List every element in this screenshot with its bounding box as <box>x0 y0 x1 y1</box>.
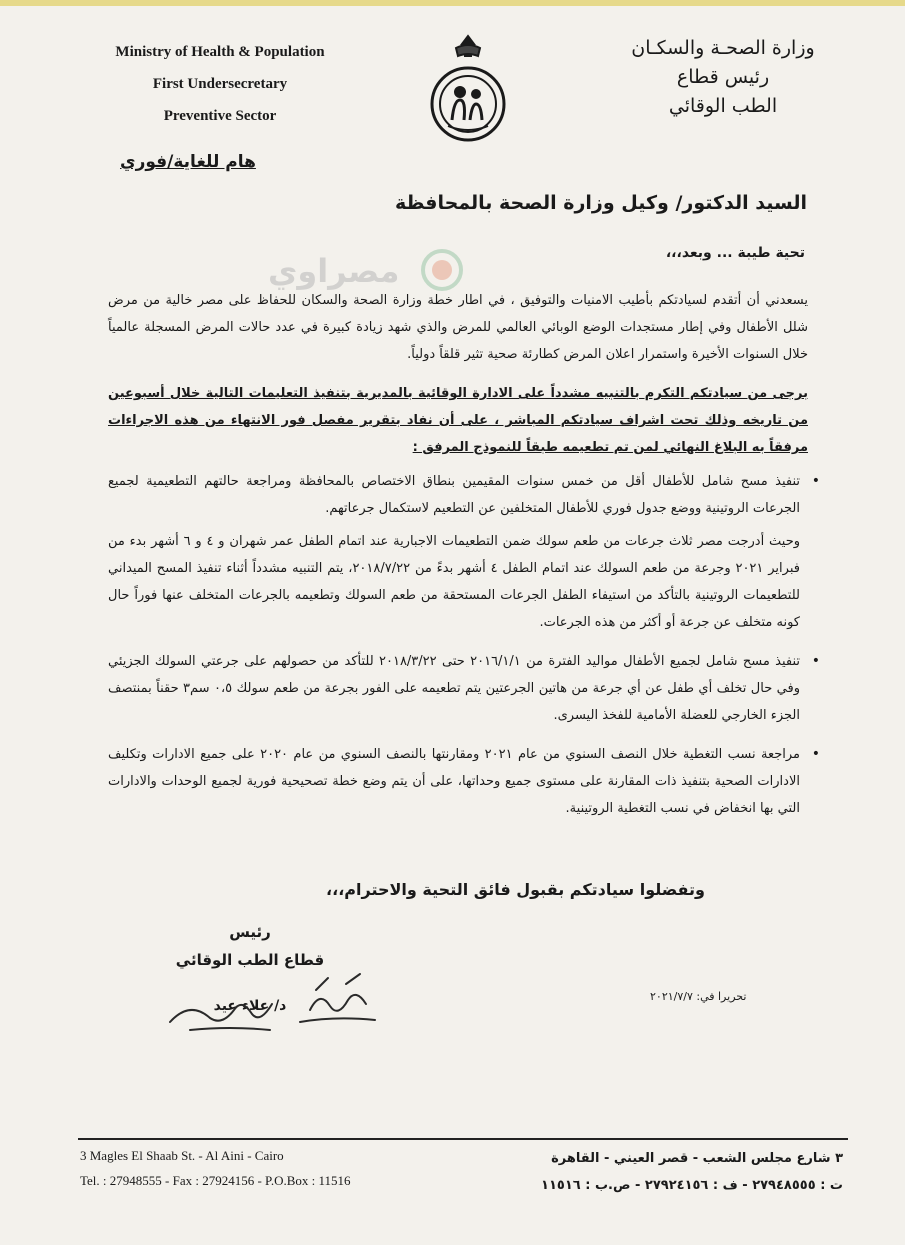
footer-divider <box>78 1138 848 1140</box>
request-paragraph: برجى من سيادتكم التكرم بالتنبيه مشدداً على الادارة الوقائية بالمديرية بتنفيذ التعليمات التالية خلال أسبوعين من تاريخه وذلك تحت اشراف سيادتكم المباشر ، على أن نفاد بتقرير مفصل فور الانتهاء من هذه الاجراءات مرفقاً به البلاغ النهائي لمن تم تطعيمه طبقاً للنموذج المرفق : <box>108 386 808 455</box>
signatory-title: رئيس <box>229 923 271 941</box>
footer-address-ar: ٣ شارع مجلس الشعب - قصر العيني - القاهرة <box>551 1151 843 1166</box>
addressee: السيد الدكتور/ وكيل وزارة الصحة بالمحافظة <box>394 192 807 214</box>
intro-paragraph: يسعدني أن أتقدم لسيادتكم بأطيب الامنيات والتوفيق ، في اطار خطة وزارة الصحة والسكان للحفاظ على مصر خالية من مرض شلل الأطفال وفي إطار مستجدات الوضع الوبائي العالمي للمرض والذي شهد زيادة كبيرة في عدد حالات المرض المسجلة عالمياً خلال السنوات الأخيرة واستمرار اعلان المرض كطارئة صحية تثير قلقاً دولياً. <box>108 293 808 362</box>
bullet-icon: • <box>811 746 820 762</box>
english-letterhead <box>70 36 370 132</box>
footer-english <box>80 1143 351 1193</box>
handwritten-signature <box>160 960 390 1040</box>
ministry-name-en: Ministry of Health & Population <box>115 44 325 60</box>
sector-en: Preventive Sector <box>163 108 277 124</box>
watermark-logo-icon <box>420 248 464 292</box>
sector-head-ar: رئيس قطاع <box>676 66 770 88</box>
signatory-name: د/ علاء عيد <box>213 998 287 1014</box>
bullet-icon: • <box>811 653 820 669</box>
list-item-text: تنفيذ مسح شامل لجميع الأطفال مواليد الفترة من ٢٠١٦/١/١ حتى ٢٠١٨/٣/٢٢ للتأكد من حصولهم على جرعتي السولك الجزيئي وفي حال تخلف أي طفل عن أي جرعة من هاتين الجرعتين يتم تطعيمه على الفور بجرعة من طعم سولك ٠،٥ سم٣ حقناً بمنتصف الجزء الخارجي للعضلة الأمامية للفخذ اليسرى. <box>108 654 800 723</box>
list-item <box>108 468 820 636</box>
issue-date: تحريرا في: ٢٠٢١/٧/٧ <box>650 990 747 1003</box>
urgent-label: هام للغاية/فوري <box>120 152 256 172</box>
footer-contact-ar: ت : ٢٧٩٤٨٥٥٥ - ف : ٢٧٩٢٤١٥٦ - ص.ب : ١١٥١٦ <box>541 1178 843 1193</box>
arabic-letterhead <box>603 34 843 121</box>
ministry-logo-icon <box>418 34 518 144</box>
closing-line: وتفضلوا سيادتكم بقبول فائق التحية والاحترام،،، <box>326 880 705 899</box>
instructions-list <box>108 468 820 834</box>
list-item-text: تنفيذ مسح شامل للأطفال أقل من خمس سنوات المقيمين بنطاق الاختصاص بالمحافظة ومراجعة حالتهم التطعيمية لجميع الجرعات الروتينية ووضع جدول فوري للأطفال المتخلفين عن التطعيم لاستكمال جرعاتهم. <box>108 474 800 516</box>
list-item-text: مراجعة نسب التغطية خلال النصف السنوي من عام ٢٠٢١ ومقارنتها بالنصف السنوي من عام ٢٠٢٠ على جميع الادارات وتكليف الادارات الصحية بتنفيذ ذات المقارنة على مستوى جميع وحداتها، على أن يتم وضع خطة تصحيحية فورية لجميع الوحدات والادارات التي بها انخفاض في نسب التغطية الروتينية. <box>108 747 800 816</box>
list-item <box>108 741 820 822</box>
footer-address-en: 3 Magles El Shaab St. - Al Aini - Cairo <box>80 1148 284 1163</box>
footer-contact-en: Tel. : 27948555 - Fax : 27924156 - P.O.Box : 11516 <box>80 1173 351 1188</box>
bullet-icon: • <box>811 473 820 489</box>
footer-arabic <box>541 1145 843 1199</box>
undersecretary-en: First Undersecretary <box>152 76 288 92</box>
scan-edge <box>0 0 905 6</box>
greeting: تحية طيبة ... وبعد،،، <box>665 245 805 261</box>
signatory-sector: قطاع الطب الوقائي <box>175 951 325 969</box>
list-item-subtext: وحيث أدرجت مصر ثلاث جرعات من طعم سولك ضمن التطعيمات الاجبارية عند اتمام الطفل عمر شهران و ٤ و ٦ أشهر بدء من فبراير ٢٠٢١ وجرعة من طعم السولك عند اتمام الطفل ٤ أشهر بدءً من ٢٠١٨/٧/٢٢، يتم التنبيه مشدداً أثناء تنفيذ المسح الميداني للتطعيمات الروتينية بالتأكد من استيفاء الطفل الجرعات المستحقة من طعم السولك وتطعيمه بالجرعات المتخلف عنها فوراً حال كونه متخلف عن جرعة أو أكثر من هذه الجرعات. <box>108 534 801 630</box>
watermark-text: مصراوي <box>268 252 400 290</box>
sector-ar: الطب الوقائي <box>668 95 778 117</box>
ministry-name-ar: وزارة الصحـة والسكـان <box>631 37 815 59</box>
list-item <box>108 648 820 729</box>
